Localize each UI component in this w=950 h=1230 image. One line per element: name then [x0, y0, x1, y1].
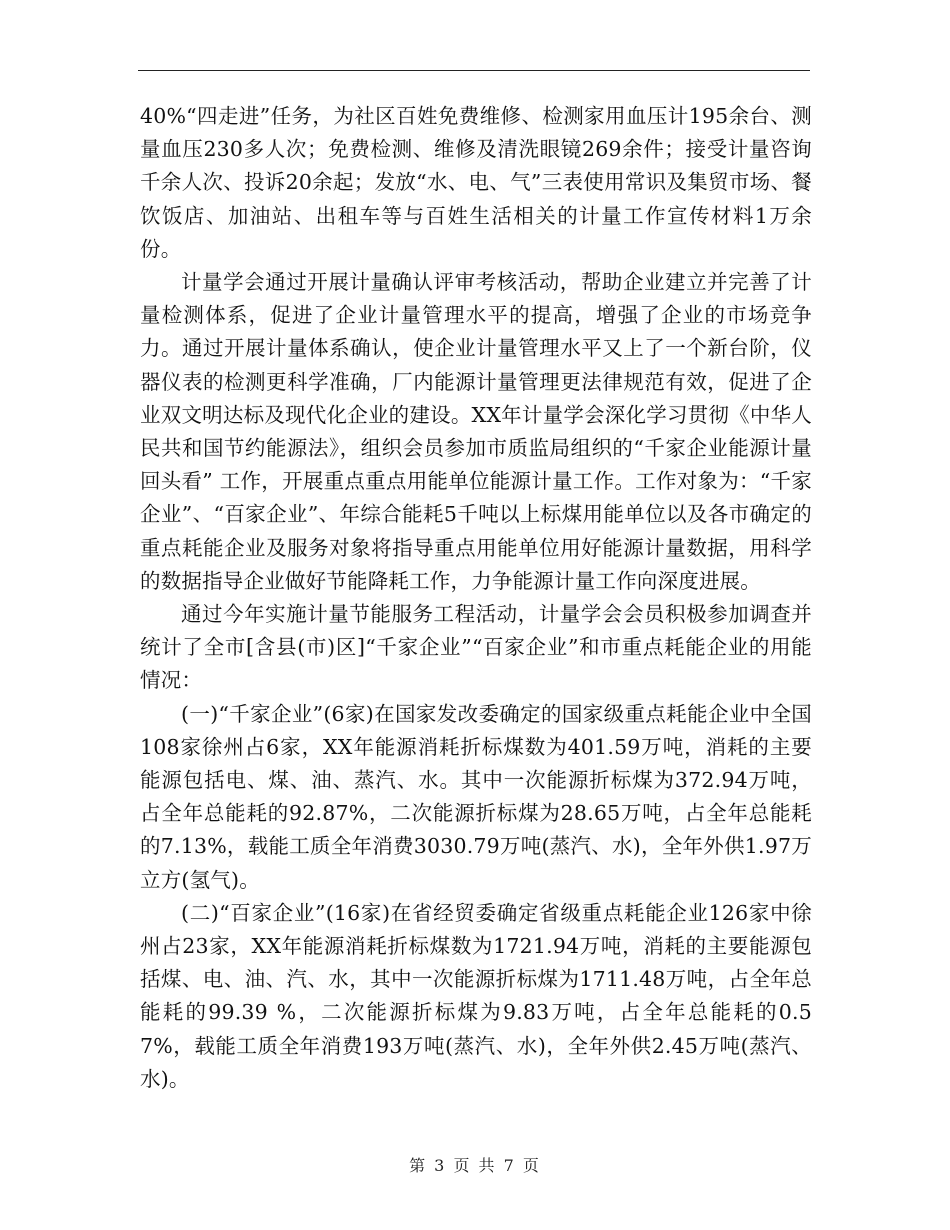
- paragraph-hundred-enterprises: (二)“百家企业”(16家)在省经贸委确定省级重点耗能企业126家中徐州占23家，XX年能源消耗折标煤数为1721.94万吨，消耗的主要能源包括煤、电、油、汽、水，其中一次能源折标煤为1711.48万吨，占全年总能耗的99.39 %，二次能源折标煤为9.83万吨，占全年总能耗的0.57%，载能工质全年消费193万吨(蒸汽、水)，全年外供2.45万吨(蒸汽、水)。: [140, 900, 812, 1091]
- header-rule: [138, 70, 810, 71]
- paragraph-metrology-society: 计量学会通过开展计量确认评审考核活动，帮助企业建立并完善了计量检测体系，促进了企业计量管理水平的提高，增强了企业的市场竞争力。通过开展计量体系确认，使企业计量管理水平又上了一个新台阶，仪器仪表的检测更科学准确，厂内能源计量管理更法律规范有效，促进了企业双文明达标及现代化企业的建设。XX年计量学会深化学习贯彻《中华人民共和国节约能源法》，组织会员参加市质监局组织的“千家企业能源计量回头看” 工作，开展重点重点用能单位能源计量工作。工作对象为：“千家企业”、“百家企业”、年综合能耗5千吨以上标煤用能单位以及各市确定的重点耗能企业及服务对象将指导重点用能单位用好能源计量数据，用科学的数据指导企业做好节能降耗工作，力争能源计量工作向深度进展。: [140, 270, 812, 593]
- paragraph-energy-survey: 通过今年实施计量节能服务工程活动，计量学会会员积极参加调查并统计了全市[含县(市)区]“千家企业”“百家企业”和市重点耗能企业的用能情况：: [140, 602, 812, 693]
- page-footer: 第 3 页 共 7 页: [409, 1156, 541, 1175]
- document-body: [140, 100, 812, 1096]
- paragraph-thousand-enterprises: (一)“千家企业”(6家)在国家发改委确定的国家级重点耗能企业中全国108家徐州占6家，XX年能源消耗折标煤数为401.59万吨，消耗的主要能源包括电、煤、油、蒸汽、水。其中一次能源折标煤为372.94万吨，占全年总能耗的92.87%，二次能源折标煤为28.65万吨，占全年总能耗的7.13%，载能工质全年消费3030.79万吨(蒸汽、水)，全年外供1.97万立方(氢气)。: [140, 701, 812, 892]
- paragraph-continuation: 40%“四走进”任务，为社区百姓免费维修、检测家用血压计195余台、测量血压230多人次；免费检测、维修及清洗眼镜269余件；接受计量咨询千余人次、投诉20余起；发放“水、电、气”三表使用常识及集贸市场、餐饮饭店、加油站、出租车等与百姓生活相关的计量工作宣传材料1万余份。: [140, 104, 812, 261]
